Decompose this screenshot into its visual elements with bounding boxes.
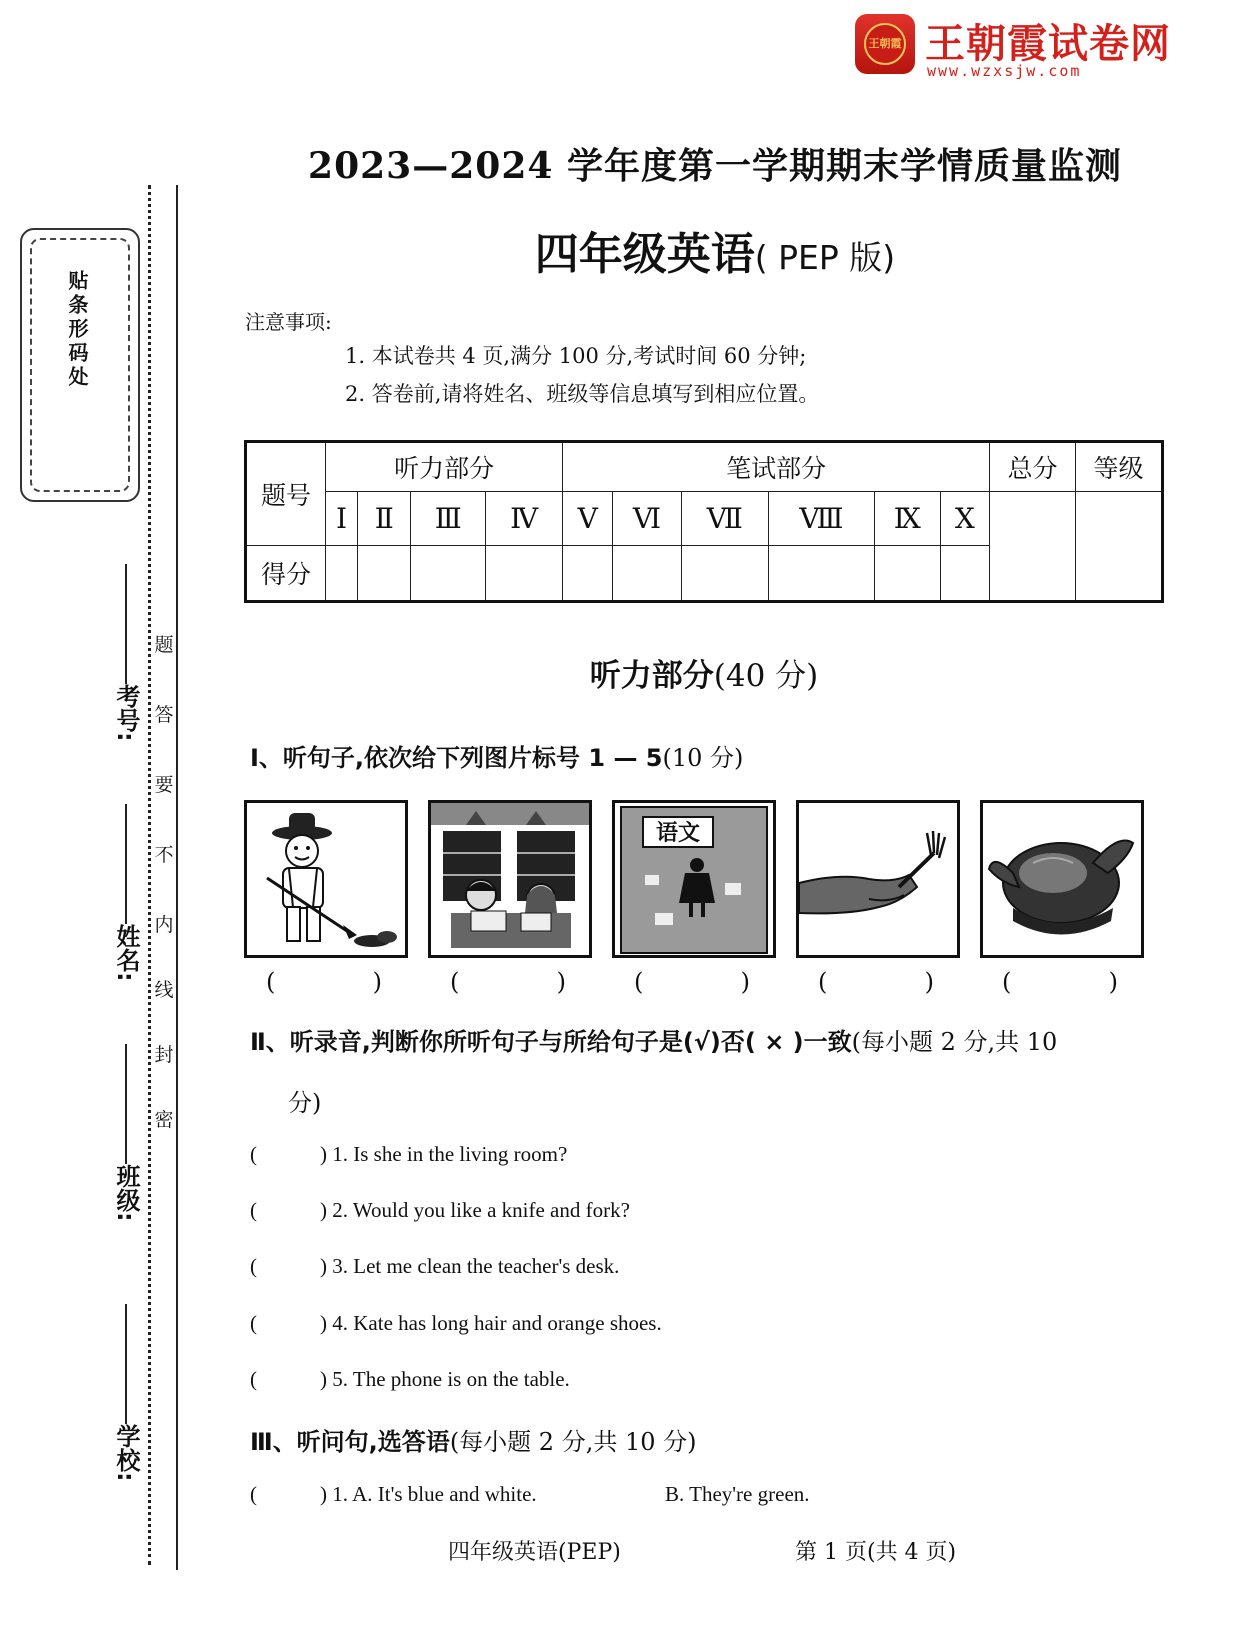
numeral-cell: Ⅶ bbox=[681, 492, 768, 546]
subject-title bbox=[290, 218, 1140, 282]
barcode-label: 贴条形码处 bbox=[65, 270, 89, 390]
picture-fork bbox=[796, 800, 960, 958]
q2-item[interactable] bbox=[250, 1142, 567, 1167]
answer-blank[interactable] bbox=[980, 968, 1140, 996]
seal-char: 要 bbox=[154, 774, 174, 796]
writing-header: 笔试部分 bbox=[563, 442, 990, 492]
answer-paren[interactable]: ( bbox=[250, 1367, 257, 1391]
seal-char: 封 bbox=[154, 1044, 174, 1066]
q3-label: Ⅲ、听问句,选答语 bbox=[250, 1428, 450, 1456]
numeral-cell: Ⅷ bbox=[768, 492, 874, 546]
q2-points-b: 分) bbox=[288, 1089, 322, 1117]
numeral-cell: Ⅹ bbox=[940, 492, 989, 546]
q1-label: Ⅰ、听句子,依次给下列图片标号 1 — 5 bbox=[250, 744, 663, 772]
q3-points: (每小题 2 分,共 10 分) bbox=[449, 1428, 697, 1456]
paren-open: ( bbox=[818, 968, 828, 996]
seal-char: 不 bbox=[154, 844, 174, 866]
hand-fork-icon bbox=[799, 803, 957, 955]
margin-solid-line bbox=[176, 185, 178, 1570]
q2-item-text: ) 3. Let me clean the teacher's desk. bbox=[320, 1254, 620, 1278]
score-cell[interactable] bbox=[681, 546, 768, 602]
q3-heading bbox=[250, 1422, 697, 1457]
footer-page-number: 第 1 页(共 4 页) bbox=[795, 1540, 957, 1565]
seal-char: 内 bbox=[154, 914, 174, 936]
numeral-cell: Ⅲ bbox=[411, 492, 486, 546]
paren-open: ( bbox=[634, 968, 644, 996]
roast-chicken-icon bbox=[983, 803, 1141, 955]
paren-open: ( bbox=[1002, 968, 1012, 996]
exam-title: 2023—2024 学年度第一学期期末学情质量监测 bbox=[308, 145, 1122, 187]
q2-label: Ⅱ、听录音,判断你所听句子与所给句子是(√)否( × )一致 bbox=[250, 1028, 852, 1056]
class-underline bbox=[125, 1044, 127, 1164]
total-header: 总分 bbox=[990, 442, 1076, 492]
school-field[interactable] bbox=[104, 1300, 144, 1482]
answer-blank[interactable] bbox=[612, 968, 772, 996]
q2-item-text: ) 4. Kate has long hair and orange shoes. bbox=[320, 1311, 662, 1335]
barcode-sticker-box bbox=[20, 228, 140, 502]
answer-paren[interactable]: ( bbox=[250, 1254, 257, 1278]
q2-item-text: ) 5. The phone is on the table. bbox=[320, 1367, 570, 1391]
picture-library bbox=[428, 800, 592, 958]
score-cell[interactable] bbox=[768, 546, 874, 602]
q3-option-b: B. They're green. bbox=[665, 1482, 810, 1506]
numeral-cell: Ⅸ bbox=[874, 492, 940, 546]
section-title: 听力部分 bbox=[589, 658, 714, 694]
chinese-book-icon bbox=[615, 803, 773, 955]
answer-paren[interactable]: ( bbox=[250, 1311, 257, 1335]
subject-name: 四年级英语 bbox=[534, 229, 755, 280]
picture-farmer bbox=[244, 800, 408, 958]
numeral-cell: Ⅳ bbox=[486, 492, 563, 546]
children-reading-icon bbox=[431, 803, 589, 955]
seal-dotted-line bbox=[148, 185, 151, 1565]
exam-number-underline bbox=[125, 564, 127, 684]
name-field[interactable] bbox=[104, 800, 144, 982]
score-cell[interactable] bbox=[486, 546, 563, 602]
answer-paren[interactable]: ( bbox=[250, 1198, 257, 1222]
q2-item[interactable] bbox=[250, 1311, 662, 1336]
paren-close: ) bbox=[1108, 968, 1118, 996]
numeral-cell: Ⅴ bbox=[563, 492, 613, 546]
q1-points: (10 分) bbox=[662, 744, 744, 772]
picture-chicken bbox=[980, 800, 1144, 958]
book-title-text: 语文 bbox=[655, 821, 701, 846]
q2-item[interactable] bbox=[250, 1367, 570, 1392]
paren-close: ) bbox=[556, 968, 566, 996]
paren-close: ) bbox=[372, 968, 382, 996]
q2-points-a: (每小题 2 分,共 10 bbox=[851, 1028, 1058, 1056]
paren-open: ( bbox=[266, 968, 276, 996]
notice-item: 1. 本试卷共 4 页,满分 100 分,考试时间 60 分钟; bbox=[345, 344, 807, 368]
logo-url: www.wzxsjw.com bbox=[927, 62, 1082, 80]
q2-item[interactable] bbox=[250, 1254, 619, 1279]
logo-badge-icon bbox=[855, 14, 915, 74]
section-points: (40 分) bbox=[713, 658, 819, 694]
score-cell[interactable] bbox=[326, 546, 358, 602]
q3-item[interactable] bbox=[250, 1482, 537, 1507]
score-table bbox=[244, 440, 1164, 603]
numeral-cell: Ⅰ bbox=[326, 492, 358, 546]
exam-number-field[interactable] bbox=[104, 560, 144, 742]
answer-paren[interactable]: ( bbox=[250, 1482, 257, 1506]
school-underline bbox=[125, 1304, 127, 1424]
q2-item-text: ) 2. Would you like a knife and fork? bbox=[320, 1198, 630, 1222]
q2-item[interactable] bbox=[250, 1198, 630, 1223]
q3-option-a: ) 1. A. It's blue and white. bbox=[320, 1482, 537, 1506]
q2-item-text: ) 1. Is she in the living room? bbox=[320, 1142, 568, 1166]
row-header-cell: 题号 bbox=[246, 442, 326, 546]
score-cell[interactable] bbox=[563, 546, 613, 602]
class-field[interactable] bbox=[104, 1040, 144, 1222]
numeral-cell: Ⅱ bbox=[358, 492, 411, 546]
seal-char: 答 bbox=[154, 704, 174, 726]
score-cell[interactable] bbox=[411, 546, 486, 602]
paren-close: ) bbox=[924, 968, 934, 996]
answer-blank[interactable] bbox=[796, 968, 956, 996]
score-cell[interactable] bbox=[613, 546, 682, 602]
q1-heading bbox=[250, 738, 743, 773]
seal-char: 密 bbox=[154, 1109, 174, 1131]
notice-heading: 注意事项: bbox=[245, 310, 332, 334]
name-label: 姓名: bbox=[112, 924, 140, 982]
exam-number-label: 考号: bbox=[112, 684, 140, 742]
seal-char: 线 bbox=[154, 979, 174, 1001]
section-heading bbox=[244, 650, 1164, 695]
notice-item: 2. 答卷前,请将姓名、班级等信息填写到相应位置。 bbox=[345, 382, 820, 406]
logo-title: 王朝霞试卷网 bbox=[925, 21, 1171, 67]
paren-open: ( bbox=[450, 968, 460, 996]
score-cell[interactable] bbox=[358, 546, 411, 602]
score-cell[interactable] bbox=[940, 546, 989, 602]
q2-heading bbox=[250, 1022, 1057, 1057]
answer-blank[interactable] bbox=[428, 968, 588, 996]
score-cell[interactable] bbox=[874, 546, 940, 602]
grade-header: 等级 bbox=[1076, 442, 1163, 492]
footer-subject: 四年级英语(PEP) bbox=[448, 1540, 621, 1565]
name-underline bbox=[125, 804, 127, 924]
answer-paren[interactable]: ( bbox=[250, 1142, 257, 1166]
class-label: 班级: bbox=[112, 1164, 140, 1222]
edition-label: ( PEP 版) bbox=[754, 238, 896, 277]
answer-blank[interactable] bbox=[244, 968, 404, 996]
school-label: 学校: bbox=[112, 1424, 140, 1482]
site-logo bbox=[855, 12, 1175, 78]
seal-char: 题 bbox=[154, 634, 174, 656]
score-label-cell: 得分 bbox=[246, 546, 326, 602]
farmer-hoeing-icon bbox=[247, 803, 405, 955]
grade-cell[interactable] bbox=[1076, 492, 1163, 602]
paren-close: ) bbox=[740, 968, 750, 996]
listening-header: 听力部分 bbox=[326, 442, 563, 492]
picture-chinese-book bbox=[612, 800, 776, 958]
numeral-cell: Ⅵ bbox=[613, 492, 682, 546]
logo-badge-text: 王朝霞 bbox=[864, 23, 906, 65]
total-score-cell[interactable] bbox=[990, 492, 1076, 602]
q2-points-cont bbox=[288, 1083, 321, 1118]
